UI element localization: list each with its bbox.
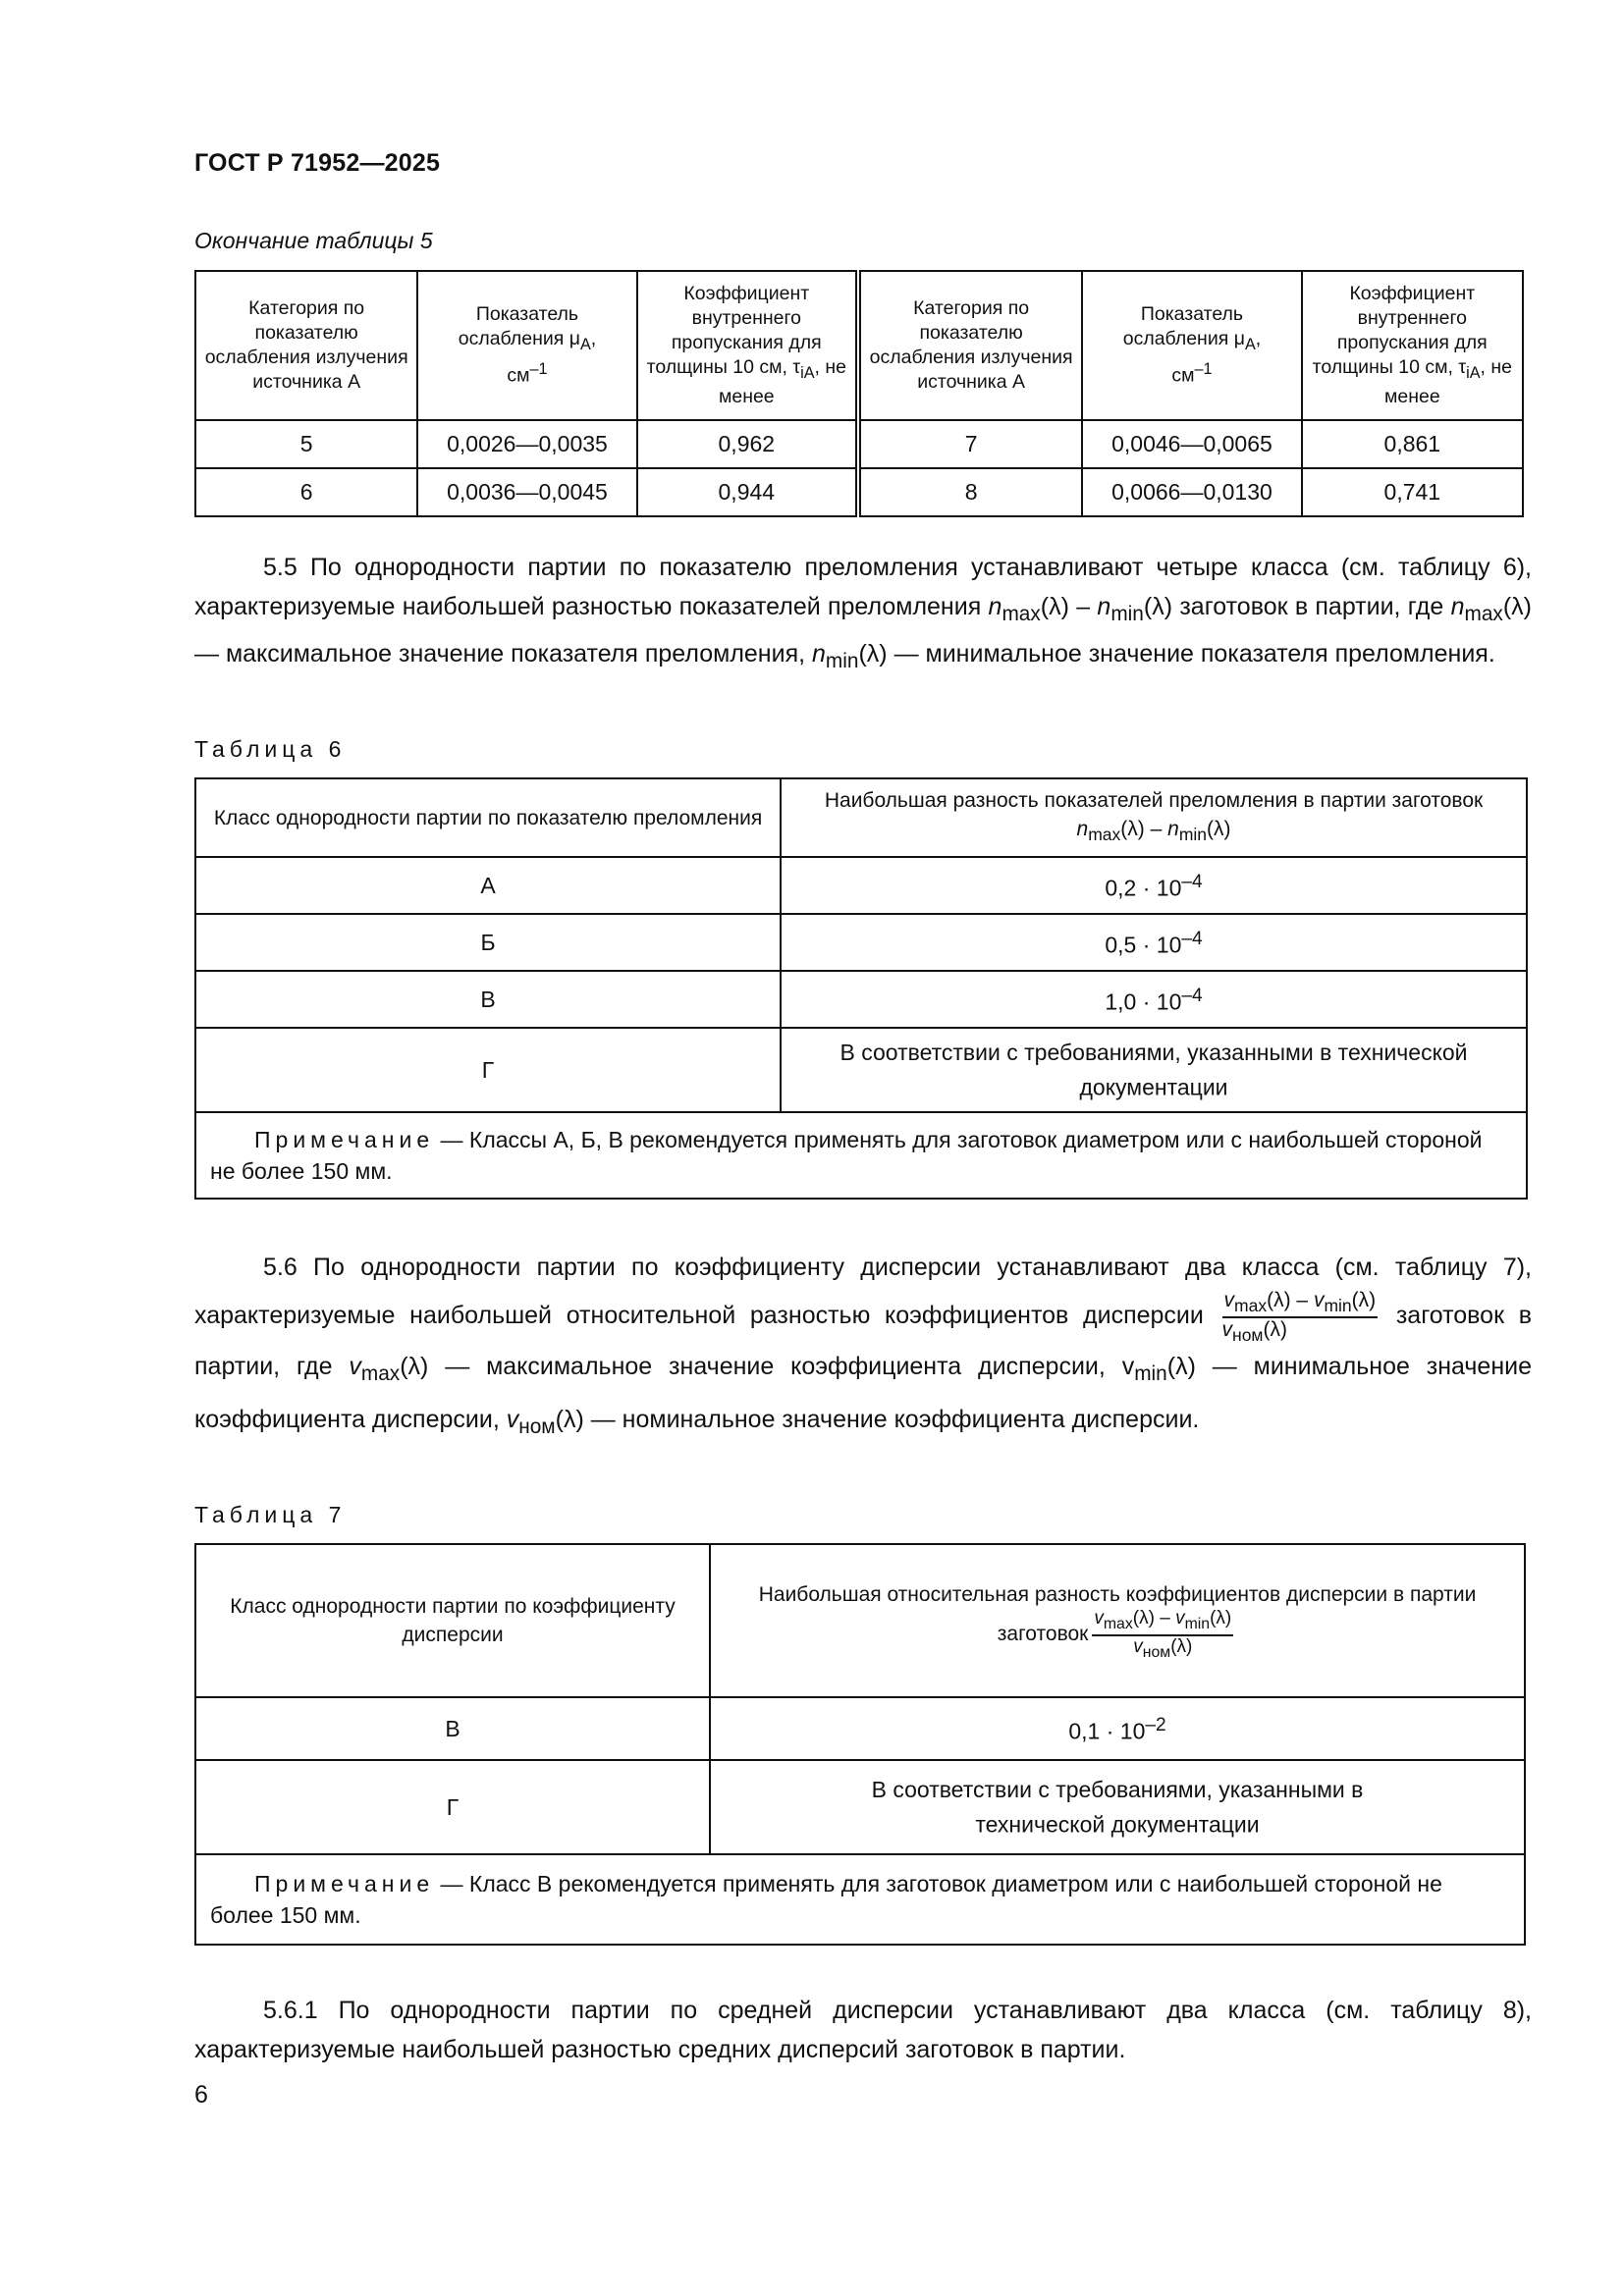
table-cell: 0,741 <box>1302 468 1523 516</box>
table-cell: $0,1 \cdot 10^{-2}$ <box>710 1697 1525 1760</box>
table-row <box>195 1760 1525 1854</box>
table-cell: 0,0026—0,0035 <box>417 420 636 468</box>
table-cell: $0,5 \cdot 10^{-4}$ <box>781 914 1527 971</box>
table-cell: Г <box>195 1760 710 1854</box>
table-cell: В соответствии с требованиями, указанными в технической документации <box>710 1760 1525 1854</box>
table-cell: 8 <box>858 468 1082 516</box>
table6-header-row <box>195 778 1527 857</box>
table-cell: $1,0 \cdot 10^{-4}$ <box>781 971 1527 1028</box>
paragraph-5-6: 5.6 По однородности партии по коэффициенту дисперсии устанавливают два класса (см. таблицу 7), характеризуемые наибольшей относительной разностью коэффициентов дисперсии $\frac{v_{max}(\lambda) - v_{min}(\lambda)}{v_{ном}(\lambda)}$ заготовок в партии, где $v_{max}(\lambda)$ — максимальное значение коэффициента дисперсии, $v_{min}(\lambda)$ — минимальное значение коэффициента дисперсии, $v_{ном}(\lambda)$ — номинальное значение коэффициента дисперсии. <box>194 1254 1532 1439</box>
table-cell: 6 <box>195 468 417 516</box>
table7-note-row <box>195 1854 1525 1945</box>
table-cell: В <box>195 971 781 1028</box>
table-row <box>195 468 1523 516</box>
table-cell: Б <box>195 914 781 971</box>
table-cell: 0,0036—0,0045 <box>417 468 636 516</box>
t5-head-category-2: Категория по показателю ослабления излучения источника А <box>858 271 1082 420</box>
table7-caption: Таблица 7 <box>194 1502 347 1527</box>
table6 <box>194 777 1528 1200</box>
table-cell: В <box>195 1697 710 1760</box>
table-cell: А <box>195 857 781 914</box>
t7-head-class: Класс однородности партии по коэффициенту дисперсии <box>195 1544 710 1697</box>
t5-head-transmission: Коэффициент внутреннего пропускания для толщины 10 см, $\tau_{iA}$, не менее <box>637 271 858 420</box>
table5 <box>194 270 1524 517</box>
table5-header-row <box>195 271 1523 420</box>
table-cell: 5 <box>195 420 417 468</box>
t5-head-category: Категория по показателю ослабления излучения источника А <box>195 271 417 420</box>
table-cell: 0,861 <box>1302 420 1523 468</box>
table-cell: 7 <box>858 420 1082 468</box>
t5-head-attenuation-2: Показатель ослабления $\mu_A$, $см^{-1}$ <box>1082 271 1301 420</box>
paragraph-5-5: 5.5 По однородности партии по показателю преломления устанавливают четыре класса (см. таблицу 6), характеризуемые наибольшей разностью показателей преломления $n_{max}(\lambda) - n_{min}(\lambda)$ заготовок в партии, где $n_{max}(\lambda)$ — максимальное значение показателя преломления, $n_{min}(\lambda)$ — минимальное значение показателя преломления. <box>194 554 1532 672</box>
table-cell: 0,0046—0,0065 <box>1082 420 1301 468</box>
t7-head-diff: Наибольшая относительная разность коэффициентов дисперсии в партии заготовок $\frac{v_{max}(\lambda) - v_{min}(\lambda)}{v_{ном}(\lambda)}$ <box>710 1544 1525 1697</box>
table-row <box>195 857 1527 914</box>
table6-caption: Таблица 6 <box>194 736 347 762</box>
table-row <box>195 1697 1525 1760</box>
table7-header-row <box>195 1544 1525 1697</box>
table-row <box>195 971 1527 1028</box>
table-row <box>195 1028 1527 1112</box>
table-cell: 0,944 <box>637 468 858 516</box>
table7-note: Примечание — Класс В рекомендуется применять для заготовок диаметром или с наибольшей стороной не более 150 мм. <box>195 1854 1525 1945</box>
paragraph-5-6-1: 5.6.1 По однородности партии по средней дисперсии устанавливают два класса (см. таблицу 8), характеризуемые наибольшей разностью средних дисперсий заготовок в партии. <box>194 1997 1532 2063</box>
table-row <box>195 420 1523 468</box>
table6-note-row <box>195 1112 1527 1199</box>
t6-head-diff: Наибольшая разность показателей преломления в партии заготовок $n_{max}(\lambda) - n_{min}(\lambda)$ <box>781 778 1527 857</box>
t5-head-transmission-2: Коэффициент внутреннего пропускания для толщины 10 см, $\tau_{iA}$, не менее <box>1302 271 1523 420</box>
table-cell: 0,962 <box>637 420 858 468</box>
t6-head-class: Класс однородности партии по показателю преломления <box>195 778 781 857</box>
table5-caption: Окончание таблицы 5 <box>194 228 433 253</box>
page-number: 6 <box>194 2081 208 2109</box>
document-header: ГОСТ Р 71952—2025 <box>194 149 441 177</box>
table-cell: Г <box>195 1028 781 1112</box>
table-cell: В соответствии с требованиями, указанными в технической документации <box>781 1028 1527 1112</box>
table-row <box>195 914 1527 971</box>
table7 <box>194 1543 1526 1946</box>
t5-head-attenuation: Показатель ослабления $\mu_A$, $см^{-1}$ <box>417 271 636 420</box>
dispersion-fraction: $\frac{v_{max}(\lambda) - v_{min}(\lambda)}{v_{ном}(\lambda)}$ <box>1221 1289 1377 1345</box>
table-cell: 0,0066—0,0130 <box>1082 468 1301 516</box>
table6-note: Примечание — Классы А, Б, В рекомендуется применять для заготовок диаметром или с наибольшей стороной не более 150 мм. <box>195 1112 1527 1199</box>
table-cell: $0,2 \cdot 10^{-4}$ <box>781 857 1527 914</box>
